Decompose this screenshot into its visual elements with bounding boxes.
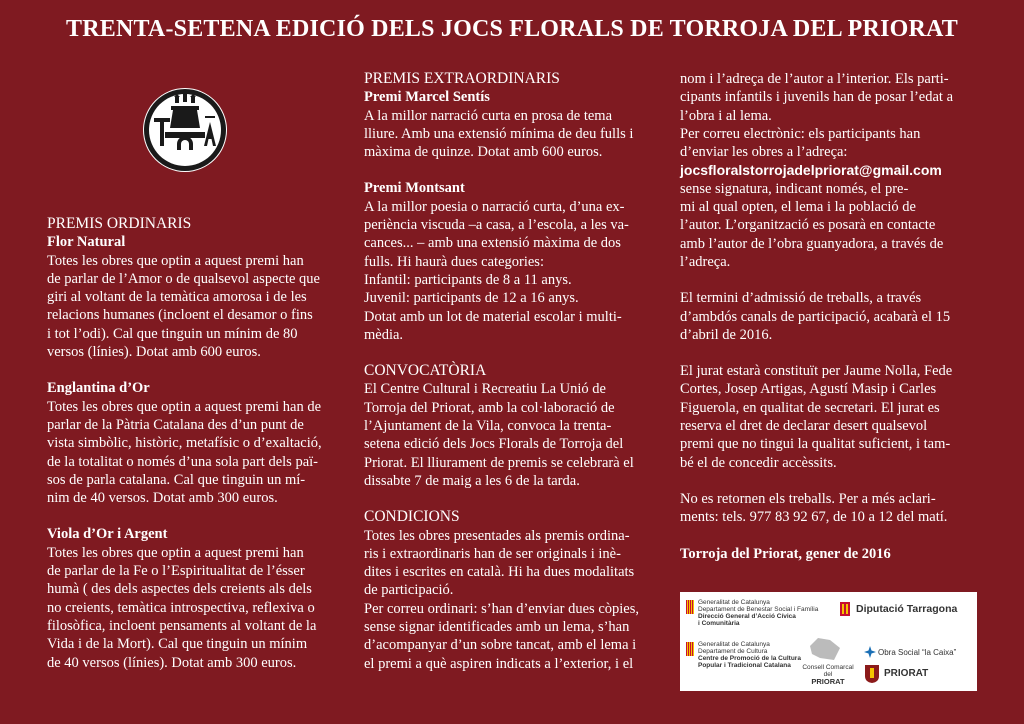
consell-comarcal-map-icon (808, 636, 842, 662)
text-line: d’acompanyar d’un sobre tancat, amb el lema i (364, 637, 637, 654)
text-line: sense signatura, indicant només, el pre- (680, 180, 909, 197)
column-extra-prizes (364, 70, 666, 673)
text-line: Priorat. El lliurament de premis se celebrarà el (364, 454, 634, 471)
text-line: ments: tels. 977 83 92 67, de 10 a 12 del matí. (680, 509, 948, 526)
text-line: Vida i de la Mort). Cal que tinguin un mínim (47, 636, 308, 653)
sponsors-panel (680, 592, 977, 691)
text-line: Per correu ordinari: s’han d’enviar dues còpies, (364, 600, 639, 617)
prize-title-montsant: Premi Montsant (364, 180, 465, 197)
column-conditions (680, 70, 980, 563)
text-line: sos de parla catalana. Cal que tinguin un mí- (47, 471, 306, 488)
text-line: no creients, temàtica introspectiva, reflexiva o (47, 599, 315, 616)
la-caixa-star-icon (864, 646, 876, 658)
prize-title-marcel-sentis: Premi Marcel Sentís (364, 89, 490, 106)
text-line: Totes les obres que optin a aquest premi han de (47, 398, 322, 415)
text-line: màxima de quinze. Dotat amb 600 euros. (364, 144, 603, 161)
text-line: El jurat estarà constituït per Jaume Nolla, Fede (680, 363, 953, 380)
text-line: A la millor narració curta en prosa de tema (364, 107, 613, 124)
text-line: l’Ajuntament de la Vila, convoca la trenta- (364, 418, 612, 435)
text-line: El Centre Cultural i Recreatiu La Unió de (364, 381, 606, 398)
text-line: de la totalitat o només d’una sola part dels paï- (47, 453, 318, 470)
section-heading-premis-ordinaris: PREMIS ORDINARIS (47, 215, 192, 232)
text-line: giri al voltant de la temàtica amorosa i de les (47, 289, 307, 306)
consell-comarcal-logo: Consell Comarcal del PRIORAT (802, 664, 854, 686)
text-line: Totes les obres que optin a aquest premi han (47, 252, 304, 269)
text-line: A la millor poesia o narració curta, d’una ex- (364, 198, 625, 215)
text-line: filosòfica, incloent pensaments al voltant de la (47, 617, 317, 634)
gencat-flag-icon (686, 600, 694, 614)
text-line: mèdia. (364, 326, 404, 343)
text-line: l’autor. L’organització es posarà en contacte (680, 217, 936, 234)
text-line: setena edició dels Jocs Florals de Torroja del (364, 436, 624, 453)
text-line: No es retornen els treballs. Per a més aclari- (680, 490, 936, 507)
text-line: dissabte 7 de maig a les 6 de la tarda. (364, 472, 580, 489)
text-line: bé el de concedir accèssits. (680, 454, 837, 471)
text-line: Totes les obres que optin a aquest premi han (47, 544, 304, 561)
text-line: Figuerola, en qualitat de secretari. El jurat es (680, 399, 940, 416)
text-line: mi al qual opten, el lema i la població de (680, 199, 916, 216)
text-line: versos (línies). Dotat amb 600 euros. (47, 344, 261, 361)
gencat-cultura-logo: Generalitat de Catalunya Departament de Cultura Centre de Promoció de la Cultura Popular i Tradicional Catalana (698, 641, 801, 669)
text-line: parlar de la Pàtria Catalana des d’un punt de (47, 416, 304, 433)
text-line: Cortes, Josep Artigas, Agustí Masip i Carles (680, 381, 937, 398)
text-line: periència viscuda –a casa, a l’escola, a les va- (364, 217, 629, 234)
text-line: amb l’autor de l’obra guanyadora, a través de (680, 235, 944, 252)
torroja-emblem-icon (143, 88, 227, 172)
text-line: el premi a què aspiren indicats a l’exterior, i el (364, 655, 634, 672)
text-line: dites i escrites en català. Hi ha dues modalitats (364, 564, 635, 581)
text-line: relacions humanes (incloent el desamor o fins (47, 307, 313, 324)
page-title: TRENTA-SETENA EDICIÓ DELS JOCS FLORALS DE TORROJA DEL PRIORAT (66, 16, 958, 42)
text-line: de parlar de la Fe o l’Espiritualitat de l’ésser (47, 563, 305, 580)
text-line: de 40 versos (línies). Dotat amb 300 euros. (47, 654, 297, 671)
text-line: d’enviar les obres a l’adreça: (680, 144, 848, 161)
text-line: Infantil: participants de 8 a 11 anys. (364, 271, 572, 288)
signature-line: Torroja del Priorat, gener de 2016 (680, 545, 891, 562)
text-line: de participació. (364, 582, 454, 599)
text-line: Totes les obres presentades als premis ordina- (364, 527, 630, 544)
text-line: reserva el dret de declarar desert qualsevol (680, 418, 928, 435)
prize-title-englantina: Englantina d’Or (47, 380, 150, 397)
text-line: humà ( des dels aspectes dels creients als dels (47, 581, 312, 598)
gencat-benestar-logo: Generalitat de Catalunya Departament de Benestar Social i Família Direcció General d’Acció Cívica i Comunitària (698, 599, 819, 627)
text-line: d’ambdós canals de participació, acabarà el 15 (680, 308, 951, 325)
text-line: ris i extraordinaris han de ser originals i inè- (364, 545, 621, 562)
section-heading-condicions: CONDICIONS (364, 508, 460, 526)
text-line: premi que no tingui la qualitat suficient, i tam- (680, 436, 951, 453)
priorat-shield-icon (864, 664, 880, 684)
text-line: l’obra i al lema. (680, 107, 772, 124)
text-line: sense signar identificades amb un lema, s’han (364, 619, 630, 636)
text-line: lliure. Amb una extensió mínima de deu fulls i (364, 125, 634, 142)
gencat-flag-icon (686, 642, 694, 656)
text-line: Per correu electrònic: els participants han (680, 125, 921, 142)
priorat-do-label: PRIORAT (884, 668, 929, 679)
prize-title-flor-natural: Flor Natural (47, 234, 126, 251)
text-line: fulls. Hi haurà dues categories: (364, 253, 544, 270)
diputacio-tarragona-label: Diputació Tarragona (856, 603, 958, 615)
text-line: Torroja del Priorat, amb la col·laboració de (364, 399, 615, 416)
text-line: nom i l’adreça de l’autor a l’interior. Els parti- (680, 71, 949, 87)
text-line: de parlar de l’Amor o de qualsevol aspecte que (47, 270, 320, 287)
text-line: i tot l’odi). Cal que tinguin un mínim de 80 (47, 325, 298, 342)
text-line: cipants infantils i juvenils han de posar l’edat a (680, 89, 954, 106)
section-heading-premis-extraordinaris: PREMIS EXTRAORDINARIS (364, 70, 560, 87)
prize-title-viola: Viola d’Or i Argent (47, 526, 168, 543)
text-line: nim de 40 versos. Dotat amb 300 euros. (47, 490, 278, 507)
text-line: l’adreça. (680, 253, 731, 270)
text-line: vista simbòlic, històric, metafísic o d’exaltació, (47, 435, 322, 452)
text-line: Juvenil: participants de 12 a 16 anys. (364, 290, 579, 307)
section-heading-convocatoria: CONVOCATÒRIA (364, 362, 487, 380)
diputacio-emblem-icon (837, 601, 853, 617)
text-line: Dotat amb un lot de material escolar i multi- (364, 308, 622, 325)
text-line: El termini d’admissió de treballs, a través (680, 290, 922, 307)
email-address[interactable]: jocsfloralstorrojadelpriorat@gmail.com (680, 162, 942, 179)
text-line: cances... – amb una extensió màxima de dos (364, 235, 621, 252)
text-line: d’abril de 2016. (680, 326, 773, 343)
obra-social-la-caixa-label: Obra Social “la Caixa” (878, 648, 957, 657)
column-ordinary-prizes (47, 215, 349, 672)
